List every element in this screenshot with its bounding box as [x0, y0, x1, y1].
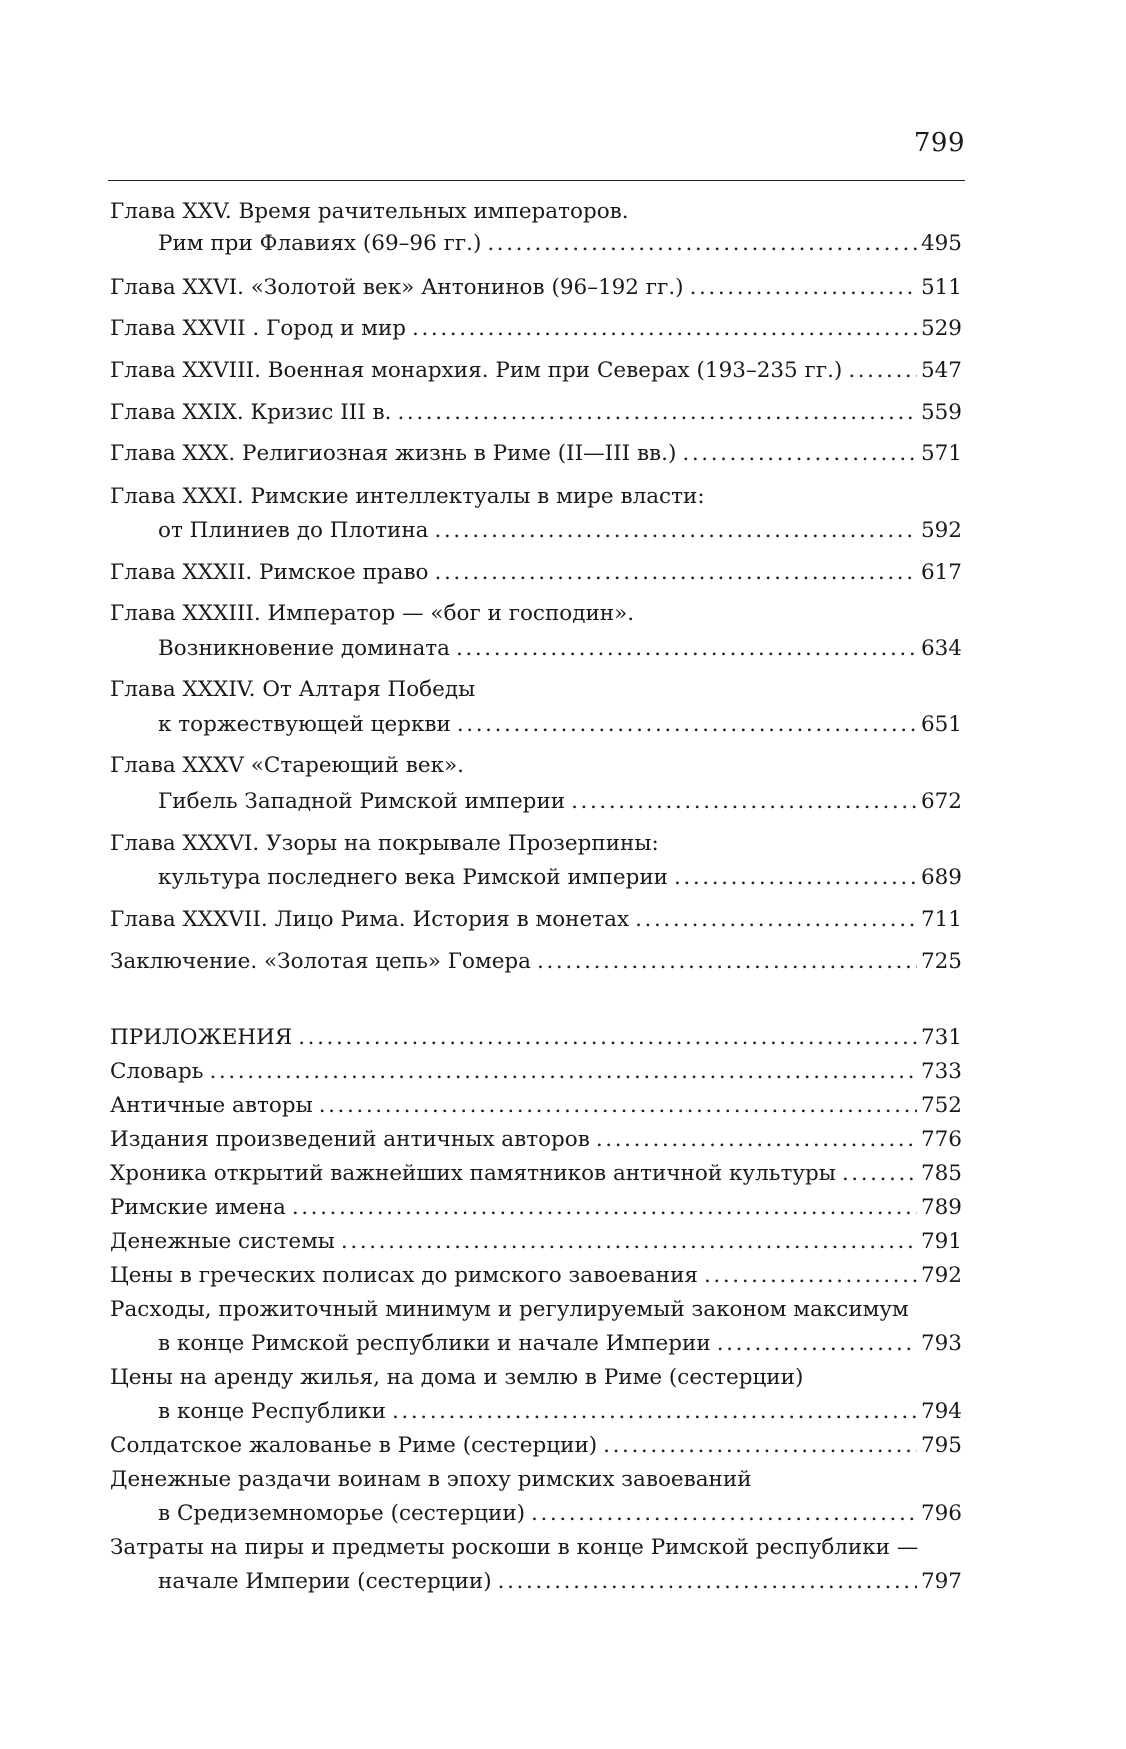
toc-entry-xxxvi-title	[110, 828, 962, 860]
entry-text: Возникновение домината	[158, 636, 450, 661]
leader-dots	[682, 438, 917, 470]
entry-text: к торжествующей церкви	[158, 712, 451, 737]
entry-text: Глава XXVIII. Военная монархия. Рим при Северах (193–235 гг.)	[110, 358, 843, 383]
leader-dots	[537, 946, 917, 978]
toc-entry-xxxi	[110, 515, 962, 547]
entry-page: 785	[920, 1161, 962, 1186]
entry-text: Хроника открытий важнейших памятников античной культуры	[110, 1161, 836, 1186]
entry-page: 776	[920, 1127, 962, 1152]
entry-text: культура последнего века Римской империи	[158, 865, 668, 890]
entry-page: 511	[920, 275, 962, 300]
entry-text: Глава XXXVII. Лицо Рима. История в монетах	[110, 907, 630, 932]
leader-dots	[674, 862, 917, 894]
leader-dots	[498, 1566, 917, 1598]
entry-text: Затраты на пиры и предметы роскоши в конце Римской республики —	[110, 1535, 919, 1560]
entry-text: Рим при Флавиях (69–96 гг.)	[158, 231, 482, 256]
entry-page: 617	[920, 560, 962, 585]
entry-page: 794	[920, 1399, 962, 1424]
entry-page: 711	[920, 907, 962, 932]
toc-entry-appendix-heading	[110, 1022, 962, 1054]
entry-page: 529	[920, 316, 962, 341]
toc-entry-expenses-title	[110, 1294, 962, 1326]
entry-text: Глава XXIX. Кризис III в.	[110, 400, 392, 425]
entry-text: Глава XXXI. Римские интеллектуалы в мире власти:	[110, 484, 705, 509]
leader-dots	[531, 1498, 917, 1530]
toc-entry-conclusion	[110, 946, 962, 978]
entry-text: в конце Республики	[158, 1399, 386, 1424]
entry-text: Глава XXXII. Римское право	[110, 560, 429, 585]
leader-dots	[298, 1022, 917, 1054]
entry-text: Глава XXVI. «Золотой век» Антонинов (96–192 гг.)	[110, 275, 684, 300]
leader-dots	[704, 1260, 917, 1292]
entry-page: 752	[920, 1093, 962, 1118]
leader-dots	[487, 228, 917, 260]
entry-text: Глава XXXVI. Узоры на покрывале Прозерпины:	[110, 831, 659, 856]
toc-entry-authors	[110, 1090, 962, 1122]
entry-page: 792	[920, 1263, 962, 1288]
leader-dots	[412, 313, 917, 345]
toc-entry-editions	[110, 1124, 962, 1156]
toc-entry-soldier-pay	[110, 1430, 962, 1462]
entry-page: 571	[920, 441, 962, 466]
header-rule	[108, 180, 965, 181]
entry-page: 689	[920, 865, 962, 890]
leader-dots	[635, 904, 917, 936]
entry-page: 672	[920, 789, 962, 814]
leader-dots	[690, 272, 917, 304]
entry-page: 592	[920, 518, 962, 543]
toc-entry-xxv-title	[110, 196, 962, 228]
entry-text: Цены на аренду жилья, на дома и землю в Риме (сестерции)	[110, 1365, 804, 1390]
entry-text: Гибель Западной Римской империи	[158, 789, 566, 814]
entry-page: 789	[920, 1195, 962, 1220]
toc-entry-xxv	[110, 228, 962, 260]
page-number: 799	[913, 128, 965, 158]
entry-page: 791	[920, 1229, 962, 1254]
entry-page: 731	[920, 1025, 962, 1050]
entry-text: Античные авторы	[110, 1093, 313, 1118]
toc-entry-xxxiv	[110, 709, 962, 741]
leader-dots	[842, 1158, 917, 1190]
toc-entry-xxxi-title	[110, 481, 962, 513]
leader-dots	[603, 1430, 917, 1462]
toc-entry-donatives-title	[110, 1464, 962, 1496]
toc-entry-xxxvii	[110, 904, 962, 936]
toc-entry-xxxii	[110, 557, 962, 589]
leader-dots	[397, 397, 916, 429]
entry-text: Словарь	[110, 1059, 204, 1084]
entry-text: от Плиниев до Плотина	[158, 518, 429, 543]
toc-entry-rent	[110, 1396, 962, 1428]
leader-dots	[434, 515, 916, 547]
toc-entry-dictionary	[110, 1056, 962, 1088]
toc-entry-xxxiii	[110, 633, 962, 665]
entry-page: 797	[920, 1569, 962, 1594]
entry-text: Глава XXVII . Город и мир	[110, 316, 407, 341]
entry-text: в Средиземноморье (сестерции)	[158, 1501, 526, 1526]
leader-dots	[435, 557, 917, 589]
leader-dots	[571, 786, 917, 818]
entry-page: 559	[920, 400, 962, 425]
entry-text: Цены в греческих полисах до римского завоевания	[110, 1263, 698, 1288]
entry-text: в конце Римской республики и начале Империи	[158, 1331, 711, 1356]
toc-entry-xxxv	[110, 786, 962, 818]
entry-text: Глава XXX. Религиозная жизнь в Риме (II—III вв.)	[110, 441, 677, 466]
entry-page: 793	[920, 1331, 962, 1356]
toc-entry-luxury	[110, 1566, 962, 1598]
toc-entry-monetary	[110, 1226, 962, 1258]
leader-dots	[392, 1396, 917, 1428]
toc-entry-luxury-title	[110, 1532, 962, 1564]
entry-text: Глава XXXV «Стареющий век».	[110, 753, 465, 778]
toc-entry-xxxv-title	[110, 750, 962, 782]
entry-text: Римские имена	[110, 1195, 286, 1220]
entry-text: Глава XXV. Время рачительных императоров.	[110, 199, 629, 224]
toc-entry-chronicle	[110, 1158, 962, 1190]
entry-text: Солдатское жалованье в Риме (сестерции)	[110, 1433, 598, 1458]
leader-dots	[457, 709, 917, 741]
entry-text: Издания произведений античных авторов	[110, 1127, 590, 1152]
toc-entry-xxxiv-title	[110, 674, 962, 706]
entry-page: 796	[920, 1501, 962, 1526]
toc-entry-xxxiii-title	[110, 598, 962, 630]
toc-entry-rent-title	[110, 1362, 962, 1394]
leader-dots	[319, 1090, 917, 1122]
leader-dots	[341, 1226, 917, 1258]
toc-entry-xxvii	[110, 313, 962, 345]
entry-text: Денежные раздачи воинам в эпоху римских завоеваний	[110, 1467, 752, 1492]
entry-text: Денежные системы	[110, 1229, 335, 1254]
entry-text: ПРИЛОЖЕНИЯ	[110, 1025, 293, 1050]
entry-text: Глава XXXIII. Император — «бог и господин».	[110, 601, 635, 626]
entry-text: начале Империи (сестерции)	[158, 1569, 492, 1594]
toc-entry-xxviii	[110, 355, 962, 387]
leader-dots	[717, 1328, 917, 1360]
toc-entry-names	[110, 1192, 962, 1224]
toc-entry-xxvi	[110, 272, 962, 304]
entry-text: Глава XXXIV. От Алтаря Победы	[110, 677, 476, 702]
leader-dots	[209, 1056, 917, 1088]
entry-page: 725	[920, 949, 962, 974]
toc-entry-xxxvi	[110, 862, 962, 894]
toc-entry-expenses	[110, 1328, 962, 1360]
leader-dots	[596, 1124, 917, 1156]
entry-text: Расходы, прожиточный минимум и регулируемый законом максимум	[110, 1297, 909, 1322]
entry-page: 651	[920, 712, 962, 737]
entry-page: 795	[920, 1433, 962, 1458]
entry-page: 547	[920, 358, 962, 383]
toc-entry-donatives	[110, 1498, 962, 1530]
leader-dots	[848, 355, 917, 387]
leader-dots	[292, 1192, 917, 1224]
toc-entry-xxx	[110, 438, 962, 470]
leader-dots	[456, 633, 917, 665]
entry-page: 634	[920, 636, 962, 661]
entry-page: 733	[920, 1059, 962, 1084]
entry-page: 495	[920, 231, 962, 256]
toc-entry-xxix	[110, 397, 962, 429]
toc-entry-prices-greek	[110, 1260, 962, 1292]
entry-text: Заключение. «Золотая цепь» Гомера	[110, 949, 532, 974]
